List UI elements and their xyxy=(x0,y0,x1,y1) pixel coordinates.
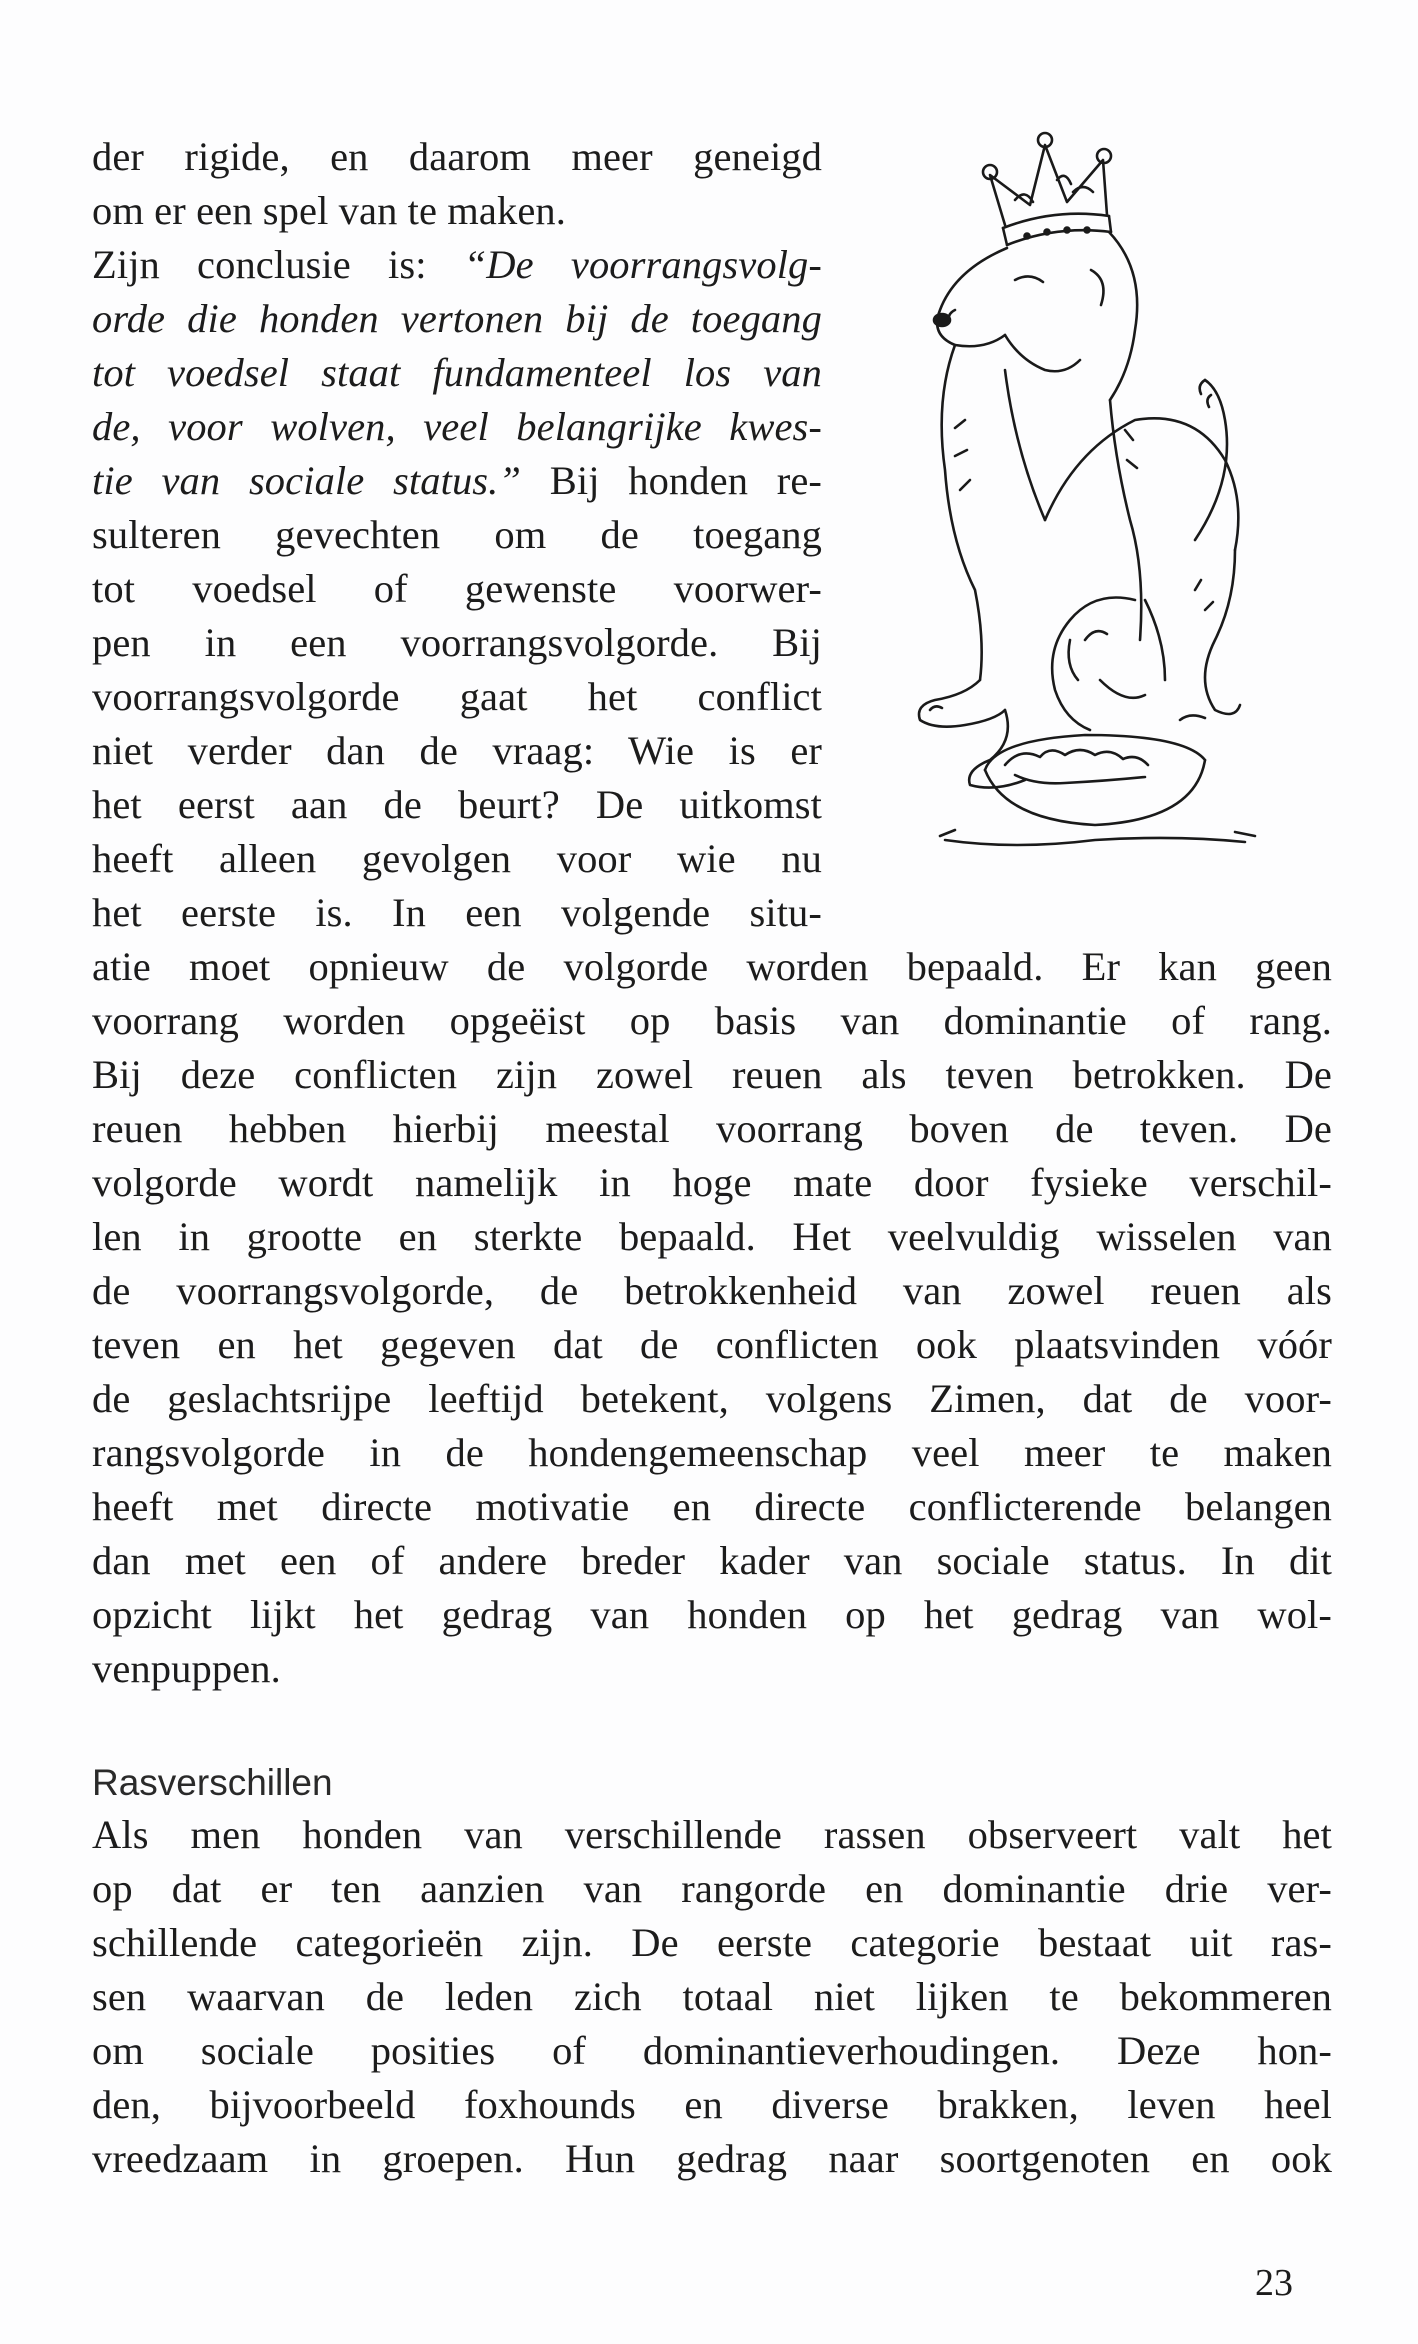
text-line: het eerst aan de beurt? De uitkomst xyxy=(92,782,822,827)
text-line: Als men honden van verschillende rassen observeert valt het xyxy=(92,1812,1332,1857)
text-line: venpuppen. xyxy=(92,1646,281,1691)
text-line: len in grootte en sterkte bepaald. Het veelvuldig wisselen van xyxy=(92,1214,1332,1259)
text-line: heeft met directe motivatie en directe conflicterende belangen xyxy=(92,1484,1332,1529)
text-line: opzicht lijkt het gedrag van honden op het gedrag van wol- xyxy=(92,1592,1332,1637)
text-line: tot voedsel of gewenste voorwer- xyxy=(92,566,822,611)
section-heading: Rasverschillen xyxy=(92,1762,333,1803)
crowned-dog-illustration xyxy=(895,120,1315,920)
text-line: de geslachtsrijpe leeftijd betekent, volgens Zimen, dat de voor- xyxy=(92,1376,1332,1421)
text-span: Zijn conclusie is: xyxy=(92,242,464,287)
italic-quote: tie van sociale status.” xyxy=(92,458,522,503)
text-line xyxy=(92,238,822,292)
text-line xyxy=(92,454,822,508)
text-line: dan met een of andere breder kader van sociale status. In dit xyxy=(92,1538,1332,1583)
text-line: voorrangsvolgorde gaat het conflict xyxy=(92,674,822,719)
text-line: voorrang worden opgeëist op basis van dominantie of rang. xyxy=(92,998,1332,1043)
eating-dog-icon xyxy=(1045,418,1240,730)
text-line: Bij deze conflicten zijn zowel reuen als teven betrokken. De xyxy=(92,1052,1332,1097)
page-number: 23 xyxy=(1255,2262,1293,2304)
text-span: Bij honden re- xyxy=(521,458,822,503)
text-line: atie moet opnieuw de volgorde worden bepaald. Er kan geen xyxy=(92,944,1332,989)
text-line: het eerste is. In een volgende situ- xyxy=(92,890,822,935)
text-line: reuen hebben hierbij meestal voorrang boven de teven. De xyxy=(92,1106,1332,1151)
italic-quote: “De voorrangsvolg- xyxy=(463,242,822,287)
text-line: om sociale posities of dominantieverhoudingen. Deze hon- xyxy=(92,2028,1332,2073)
text-line: sen waarvan de leden zich totaal niet lijken te bekommeren xyxy=(92,1974,1332,2019)
italic-quote-line: tot voedsel staat fundamenteel los van xyxy=(92,350,822,395)
text-line: der rigide, en daarom meer geneigd xyxy=(92,134,822,179)
food-bowl-icon xyxy=(940,735,1255,845)
text-line: schillende categorieën zijn. De eerste categorie bestaat uit ras- xyxy=(92,1920,1332,1965)
italic-quote-line: orde die honden vertonen bij de toegang xyxy=(92,296,822,341)
text-line: niet verder dan de vraag: Wie is er xyxy=(92,728,822,773)
text-line: vreedzaam in groepen. Hun gedrag naar soortgenoten en ook xyxy=(92,2136,1332,2181)
crown-icon xyxy=(983,133,1111,245)
text-line: de voorrangsvolgorde, de betrokkenheid van zowel reuen als xyxy=(92,1268,1332,1313)
italic-quote-line: de, voor wolven, veel belangrijke kwes- xyxy=(92,404,822,449)
text-line: pen in een voorrangsvolgorde. Bij xyxy=(92,620,822,665)
text-line: volgorde wordt namelijk in hoge mate door fysieke verschil- xyxy=(92,1160,1332,1205)
text-line: teven en het gegeven dat de conflicten ook plaatsvinden vóór xyxy=(92,1322,1332,1367)
text-line: op dat er ten aanzien van rangorde en dominantie drie ver- xyxy=(92,1866,1332,1911)
sitting-dog-icon xyxy=(919,232,1227,788)
text-line: rangsvolgorde in de hondengemeenschap veel meer te maken xyxy=(92,1430,1332,1475)
text-line: sulteren gevechten om de toegang xyxy=(92,512,822,557)
text-line: den, bijvoorbeeld foxhounds en diverse brakken, leven heel xyxy=(92,2082,1332,2127)
text-line: om er een spel van te maken. xyxy=(92,188,566,233)
text-line: heeft alleen gevolgen voor wie nu xyxy=(92,836,822,881)
